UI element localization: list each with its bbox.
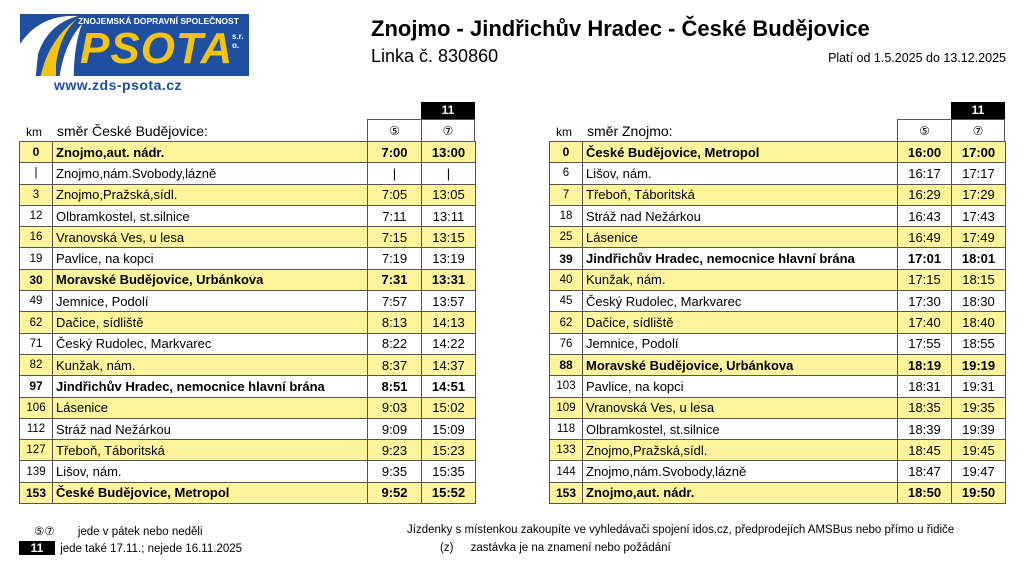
- stop-name: Znojmo,aut. nádr.: [583, 482, 898, 503]
- stop-km: 39: [550, 248, 583, 269]
- departure-time-2: 13:05: [422, 184, 476, 205]
- stop-km: 0: [550, 142, 583, 163]
- departure-time-1: 7:11: [368, 205, 422, 226]
- stop-km: 25: [550, 227, 583, 248]
- stop-name: Kunžak, nám.: [53, 354, 368, 375]
- stop-row: [550, 354, 1006, 375]
- departure-time-2: 17:49: [952, 227, 1006, 248]
- stop-row: [20, 482, 476, 503]
- stop-km: 109: [550, 397, 583, 418]
- departure-time-1: 18:35: [898, 397, 952, 418]
- departure-time-2: 13:15: [422, 227, 476, 248]
- stop-name: Jemnice, Podolí: [53, 291, 368, 312]
- stop-name: Lišov, nám.: [583, 163, 898, 184]
- departure-time-1: 17:01: [898, 248, 952, 269]
- departure-time-2: 18:01: [952, 248, 1006, 269]
- stop-row: [550, 418, 1006, 439]
- stop-km: 19: [20, 248, 53, 269]
- departure-time-2: 14:37: [422, 354, 476, 375]
- stop-km: 118: [550, 418, 583, 439]
- stop-row: [550, 184, 1006, 205]
- stop-km: 40: [550, 269, 583, 290]
- legend-days-symbols: ⑤⑦: [34, 526, 55, 538]
- stop-km: 30: [20, 269, 53, 290]
- stop-km: 133: [550, 440, 583, 461]
- departure-time-2: 13:57: [422, 291, 476, 312]
- trip-note-badge: 11: [421, 102, 475, 119]
- stop-name: Pavlice, na kopci: [53, 248, 368, 269]
- departure-time-1: 9:52: [368, 482, 422, 503]
- stop-name: Dačice, sídliště: [53, 312, 368, 333]
- legend-days: [34, 524, 203, 538]
- departure-time-1: 16:29: [898, 184, 952, 205]
- stop-row: [20, 461, 476, 482]
- stop-row: [550, 333, 1006, 354]
- stop-name: Třeboň, Táboritská: [583, 184, 898, 205]
- day-symbol-friday: ⑤: [897, 119, 952, 141]
- departure-time-2: 13:19: [422, 248, 476, 269]
- departure-time-2: 19:35: [952, 397, 1006, 418]
- departure-time-2: 14:22: [422, 333, 476, 354]
- departure-time-1: 9:09: [368, 418, 422, 439]
- stops-table: [549, 141, 1006, 504]
- departure-time-1: 8:22: [368, 333, 422, 354]
- stop-name: Znojmo,Pražská,sídl.: [583, 440, 898, 461]
- day-symbol-sunday: ⑦: [421, 119, 475, 141]
- day-symbol-sunday: ⑦: [951, 119, 1005, 141]
- stop-row: [550, 291, 1006, 312]
- stop-km: 82: [20, 354, 53, 375]
- stop-km: 106: [20, 397, 53, 418]
- legend-request-text: zastávka je na znamení nebo požádání: [470, 542, 671, 554]
- departure-time-2: 15:52: [422, 482, 476, 503]
- stop-row: [20, 312, 476, 333]
- stop-km: 62: [20, 312, 53, 333]
- timetable-to-znojmo: [549, 102, 1005, 504]
- stop-km: 12: [20, 205, 53, 226]
- stop-row: [20, 205, 476, 226]
- stop-km: 103: [550, 376, 583, 397]
- stops-table: [19, 141, 476, 504]
- stop-name: Lásenice: [53, 397, 368, 418]
- departure-time-2: 15:09: [422, 418, 476, 439]
- stop-row: [550, 142, 1006, 163]
- stop-name: Lásenice: [583, 227, 898, 248]
- departure-time-1: 18:19: [898, 354, 952, 375]
- stop-name: Kunžak, nám.: [583, 269, 898, 290]
- stop-row: [20, 397, 476, 418]
- stop-name: Třeboň, Táboritská: [53, 440, 368, 461]
- stop-name: České Budějovice, Metropol: [583, 142, 898, 163]
- stop-km: 127: [20, 440, 53, 461]
- legend-tickets: Jízdenky s místenkou zakoupíte ve vyhledávači spojení idos.cz, předprodejích AMSBus nebo přímo u řidiče: [407, 524, 955, 536]
- company-logo: [20, 14, 249, 94]
- stop-name: Znojmo,nám.Svobody,lázně: [53, 163, 368, 184]
- stop-row: [550, 397, 1006, 418]
- stop-km: 97: [20, 376, 53, 397]
- stop-name: Znojmo,nám.Svobody,lázně: [583, 461, 898, 482]
- departure-time-1: 7:19: [368, 248, 422, 269]
- stop-km: 112: [20, 418, 53, 439]
- departure-time-2: 18:30: [952, 291, 1006, 312]
- departure-time-2: 17:29: [952, 184, 1006, 205]
- stop-row: [550, 461, 1006, 482]
- departure-time-1: 9:35: [368, 461, 422, 482]
- stop-row: [550, 440, 1006, 461]
- departure-time-2: 19:31: [952, 376, 1006, 397]
- direction-header: směr České Budějovice:: [57, 123, 208, 139]
- stop-name: Olbramkostel, st.silnice: [583, 418, 898, 439]
- stop-km: 7: [550, 184, 583, 205]
- departure-time-1: 17:40: [898, 312, 952, 333]
- legend-badge: [19, 541, 242, 555]
- stop-name: Dačice, sídliště: [583, 312, 898, 333]
- stop-km: 144: [550, 461, 583, 482]
- departure-time-1: 18:31: [898, 376, 952, 397]
- stop-km: 139: [20, 461, 53, 482]
- stop-name: Moravské Budějovice, Urbánkova: [53, 269, 368, 290]
- departure-time-2: 18:40: [952, 312, 1006, 333]
- stop-row: [20, 269, 476, 290]
- stop-name: České Budějovice, Metropol: [53, 482, 368, 503]
- stop-row: [550, 482, 1006, 503]
- stop-row: [20, 184, 476, 205]
- departure-time-1: 17:15: [898, 269, 952, 290]
- logo-brand: PSOTA: [80, 24, 234, 73]
- logo-company-line: ZNOJEMSKÁ DOPRAVNÍ SPOLEČNOST: [78, 16, 239, 26]
- stop-row: [550, 205, 1006, 226]
- stop-row: [20, 291, 476, 312]
- departure-time-1: 7:05: [368, 184, 422, 205]
- departure-time-1: 8:51: [368, 376, 422, 397]
- stop-row: [20, 142, 476, 163]
- departure-time-2: 15:23: [422, 440, 476, 461]
- departure-time-1: 16:49: [898, 227, 952, 248]
- stop-row: [20, 440, 476, 461]
- departure-time-1: 16:00: [898, 142, 952, 163]
- departure-time-2: 13:11: [422, 205, 476, 226]
- stop-km: 0: [20, 142, 53, 163]
- departure-time-2: 19:39: [952, 418, 1006, 439]
- stop-km: 62: [550, 312, 583, 333]
- stop-km: 88: [550, 354, 583, 375]
- departure-time-1: 7:00: [368, 142, 422, 163]
- departure-time-1: 18:50: [898, 482, 952, 503]
- logo-legal: s.r.o.: [232, 32, 244, 50]
- departure-time-2: 14:51: [422, 376, 476, 397]
- stop-km: 153: [550, 482, 583, 503]
- stop-row: [550, 227, 1006, 248]
- stop-row: [550, 269, 1006, 290]
- stop-name: Vranovská Ves, u lesa: [583, 397, 898, 418]
- departure-time-2: 18:55: [952, 333, 1006, 354]
- departure-time-1: 17:55: [898, 333, 952, 354]
- departure-time-1: 9:03: [368, 397, 422, 418]
- departure-time-1: 7:15: [368, 227, 422, 248]
- departure-time-1: 9:23: [368, 440, 422, 461]
- departure-time-2: 13:00: [422, 142, 476, 163]
- departure-time-1: 8:37: [368, 354, 422, 375]
- stop-km: |: [20, 163, 53, 184]
- departure-time-2: 15:02: [422, 397, 476, 418]
- stop-name: Znojmo,aut. nádr.: [53, 142, 368, 163]
- departure-time-1: |: [368, 163, 422, 184]
- day-symbol-friday: ⑤: [367, 119, 422, 141]
- stop-row: [20, 354, 476, 375]
- stop-row: [550, 248, 1006, 269]
- stop-km: 6: [550, 163, 583, 184]
- route-title: Znojmo - Jindřichův Hradec - České Budějovice: [371, 16, 870, 41]
- departure-time-2: 13:31: [422, 269, 476, 290]
- stop-name: Pavlice, na kopci: [583, 376, 898, 397]
- direction-header: směr Znojmo:: [587, 123, 673, 139]
- departure-time-1: 8:13: [368, 312, 422, 333]
- stop-row: [20, 418, 476, 439]
- stop-name: Olbramkostel, st.silnice: [53, 205, 368, 226]
- stop-name: Znojmo,Pražská,sídl.: [53, 184, 368, 205]
- legend-badge-label: 11: [19, 541, 55, 555]
- km-header: km: [556, 125, 572, 139]
- departure-time-1: 7:31: [368, 269, 422, 290]
- legend-days-text: jede v pátek nebo neděli: [77, 526, 203, 538]
- departure-time-2: 15:35: [422, 461, 476, 482]
- departure-time-2: 17:00: [952, 142, 1006, 163]
- stop-row: [20, 248, 476, 269]
- logo-url: www.zds-psota.cz: [54, 77, 183, 93]
- legend-request-stop: [440, 542, 671, 554]
- stop-row: [20, 163, 476, 184]
- stop-name: Jemnice, Podolí: [583, 333, 898, 354]
- stop-name: Jindřichův Hradec, nemocnice hlavní brána: [53, 376, 368, 397]
- stop-name: Moravské Budějovice, Urbánkova: [583, 354, 898, 375]
- validity-period: Platí od 1.5.2025 do 13.12.2025: [828, 51, 1006, 65]
- timetable-to-ceske-budejovice: [19, 102, 475, 504]
- stop-km: 76: [550, 333, 583, 354]
- departure-time-2: 14:13: [422, 312, 476, 333]
- stop-name: Český Rudolec, Markvarec: [53, 333, 368, 354]
- stop-row: [20, 376, 476, 397]
- legend-badge-text: jede také 17.11.; nejede 16.11.2025: [60, 543, 243, 555]
- departure-time-2: 17:17: [952, 163, 1006, 184]
- stop-km: 49: [20, 291, 53, 312]
- departure-time-1: 16:17: [898, 163, 952, 184]
- legend-request-symbol: (z): [440, 542, 454, 554]
- departure-time-1: 16:43: [898, 205, 952, 226]
- stop-km: 3: [20, 184, 53, 205]
- departure-time-2: 19:19: [952, 354, 1006, 375]
- stop-km: 45: [550, 291, 583, 312]
- departure-time-1: 18:45: [898, 440, 952, 461]
- stop-name: Jindřichův Hradec, nemocnice hlavní brána: [583, 248, 898, 269]
- stop-row: [20, 333, 476, 354]
- departure-time-2: 19:50: [952, 482, 1006, 503]
- departure-time-1: 17:30: [898, 291, 952, 312]
- km-header: km: [26, 125, 42, 139]
- departure-time-2: 19:47: [952, 461, 1006, 482]
- departure-time-1: 18:39: [898, 418, 952, 439]
- stop-name: Český Rudolec, Markvarec: [583, 291, 898, 312]
- stop-row: [550, 376, 1006, 397]
- departure-time-1: 7:57: [368, 291, 422, 312]
- departure-time-2: |: [422, 163, 476, 184]
- stop-name: Stráž nad Nežárkou: [583, 205, 898, 226]
- stop-name: Vranovská Ves, u lesa: [53, 227, 368, 248]
- stop-km: 18: [550, 205, 583, 226]
- stop-km: 71: [20, 333, 53, 354]
- stop-row: [20, 227, 476, 248]
- departure-time-1: 18:47: [898, 461, 952, 482]
- stop-name: Lišov, nám.: [53, 461, 368, 482]
- trip-note-badge: 11: [951, 102, 1005, 119]
- stop-km: 153: [20, 482, 53, 503]
- stop-name: Stráž nad Nežárkou: [53, 418, 368, 439]
- stop-row: [550, 312, 1006, 333]
- stop-km: 16: [20, 227, 53, 248]
- departure-time-2: 18:15: [952, 269, 1006, 290]
- stop-row: [550, 163, 1006, 184]
- departure-time-2: 19:45: [952, 440, 1006, 461]
- line-number: Linka č. 830860: [371, 46, 499, 66]
- departure-time-2: 17:43: [952, 205, 1006, 226]
